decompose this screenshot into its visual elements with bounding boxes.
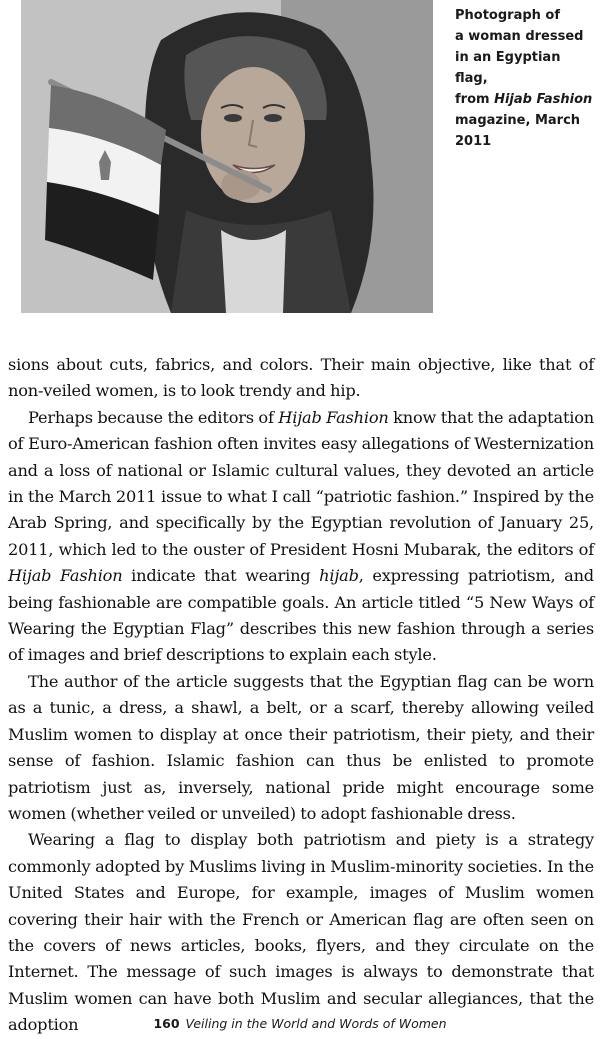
magazine-title: Hijab Fashion bbox=[278, 407, 389, 427]
caption-line: in an Egyptian flag, bbox=[455, 50, 561, 86]
paragraph-text: indicate that wearing bbox=[122, 566, 320, 586]
paragraph-text: , expressing patriotism, and being fashionable are compatible goals. An article titled “5 New Ways of Wearing the Egyptian Flag” describes this new fashion through a series of images and brief descriptions to explain each style. bbox=[8, 566, 594, 665]
page-footer bbox=[0, 1016, 600, 1031]
caption-line: magazine, March bbox=[455, 113, 581, 128]
photograph-woman-with-egyptian-flag bbox=[21, 0, 433, 313]
caption-line: 2011 bbox=[455, 134, 492, 149]
paragraph-text: know that the adaptation of Euro-American fashion often invites easy allegations of Westernization and a loss of national or Islamic cultural values, they devoted an article in the March 2011 issue to what I call “patriotic fashion.” Inspired by the Arab Spring, and specifically by the Egyptian revolution of January 25, 2011, which led to the ouster of President Hosni Mubarak, the editors of bbox=[8, 407, 594, 559]
page-number: 160 bbox=[153, 1016, 180, 1031]
figure bbox=[0, 0, 600, 315]
paragraph-2 bbox=[8, 405, 594, 669]
caption-line: a woman dressed bbox=[455, 29, 584, 44]
term-hijab: hijab bbox=[319, 566, 359, 586]
paragraph-3: The author of the article suggests that the Egyptian flag can be worn as a tunic, a dress, a shawl, a belt, or a scarf, thereby allowing veiled Muslim women to display at once their patriotism, their piety, and their sense of fashion. Islamic fashion can thus be enlisted to promote patriotism just as, inversely, national pride might encourage some women (whether veiled or unveiled) to adopt fashionable dress. bbox=[8, 671, 594, 823]
running-title: Veiling in the World and Words of Women bbox=[185, 1016, 447, 1031]
caption-line bbox=[455, 89, 595, 110]
paragraph-4: Wearing a flag to display both patriotism and piety is a strategy commonly adopted by Muslims living in Muslim-minority societies. In the United States and Europe, for example, images of Muslim women covering their hair with the French or American flag are often seen on the covers of news articles, books, flyers, and they circulate on the Internet. The message of such images is always to demonstrate that Muslim women can have both Muslim and secular allegiances, that the adoption bbox=[8, 830, 594, 1035]
figure-caption bbox=[455, 5, 595, 152]
caption-line: Photograph of bbox=[455, 8, 561, 23]
body-text bbox=[8, 352, 594, 1039]
paragraph-1: sions about cuts, fabrics, and colors. Their main objective, like that of non-veiled women, is to look trendy and hip. bbox=[8, 355, 594, 401]
caption-text: from bbox=[455, 92, 495, 107]
magazine-title: Hijab Fashion bbox=[8, 566, 123, 586]
paragraph-text: Perhaps because the editors of bbox=[28, 407, 279, 427]
caption-magazine-title: Hijab Fashion bbox=[494, 92, 593, 107]
